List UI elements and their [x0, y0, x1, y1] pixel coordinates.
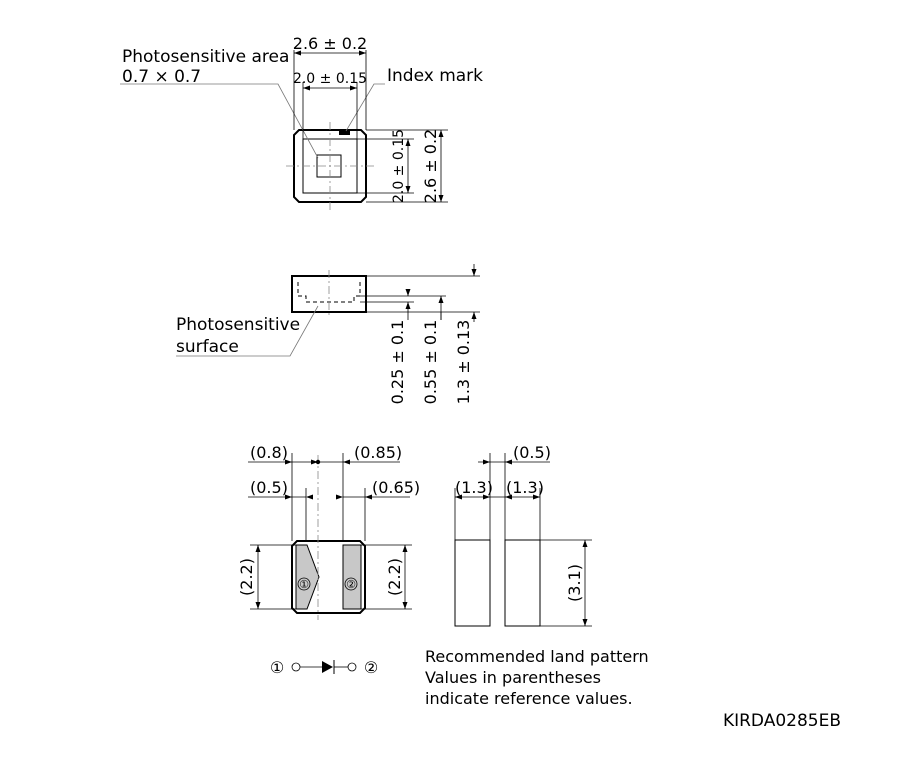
dim-land-height: (3.1)	[565, 564, 584, 602]
photosensitive-area-label: Photosensitive area	[122, 47, 290, 67]
dim-bottom-left-top: (0.8)	[250, 443, 288, 462]
dim-land-pad-left: (1.3)	[455, 478, 493, 497]
index-mark-label: Index mark	[387, 66, 484, 86]
dim-land-pad-right: (1.3)	[506, 478, 544, 497]
land-pad-right	[505, 540, 540, 626]
dim-height-inner: 2.0 ± 0.15	[391, 128, 407, 204]
dim-bottom-right-top: (0.85)	[354, 443, 403, 462]
dim-bottom-height-right: (2.2)	[385, 558, 404, 596]
land-pad-left	[455, 540, 490, 626]
dim-width-inner: 2.0 ± 0.15	[292, 71, 368, 87]
dim-side-a: 0.25 ± 0.1	[388, 319, 407, 405]
index-mark	[339, 131, 350, 135]
dim-bottom-height-left: (2.2)	[237, 558, 256, 596]
dim-bottom-left-mid: (0.5)	[250, 478, 288, 497]
pad-1	[296, 545, 319, 609]
pad-1-number: ①	[299, 578, 309, 591]
pad-2	[343, 545, 361, 609]
top-view	[120, 34, 483, 210]
notes	[425, 647, 649, 708]
bottom-view	[237, 443, 420, 620]
symbol-pin-2: ②	[363, 658, 379, 677]
dim-width-outer: 2.6 ± 0.2	[292, 34, 368, 53]
land-pattern	[455, 443, 592, 626]
dim-side-b: 0.55 ± 0.1	[421, 319, 440, 405]
drawing-code: KIRDA0285EB	[722, 711, 841, 731]
dim-bottom-right-mid: (0.65)	[372, 478, 421, 497]
note-line-2: Values in parentheses	[425, 668, 601, 687]
dim-height-outer: 2.6 ± 0.2	[421, 128, 440, 204]
dim-side-c: 1.3 ± 0.13	[454, 319, 473, 405]
diode-triangle	[322, 661, 333, 673]
photosensitive-surface-label-2: surface	[176, 337, 239, 357]
photosensitive-surface-label-1: Photosensitive	[176, 315, 301, 335]
dim-land-gap: (0.5)	[513, 443, 551, 462]
diode-symbol	[270, 658, 378, 677]
note-line-3: indicate reference values.	[425, 689, 633, 708]
side-view	[176, 264, 480, 404]
note-line-1: Recommended land pattern	[425, 647, 649, 666]
photosensitive-area-size: 0.7 × 0.7	[122, 67, 202, 87]
pad-2-number: ②	[346, 578, 356, 591]
symbol-pin-1: ①	[269, 658, 285, 677]
